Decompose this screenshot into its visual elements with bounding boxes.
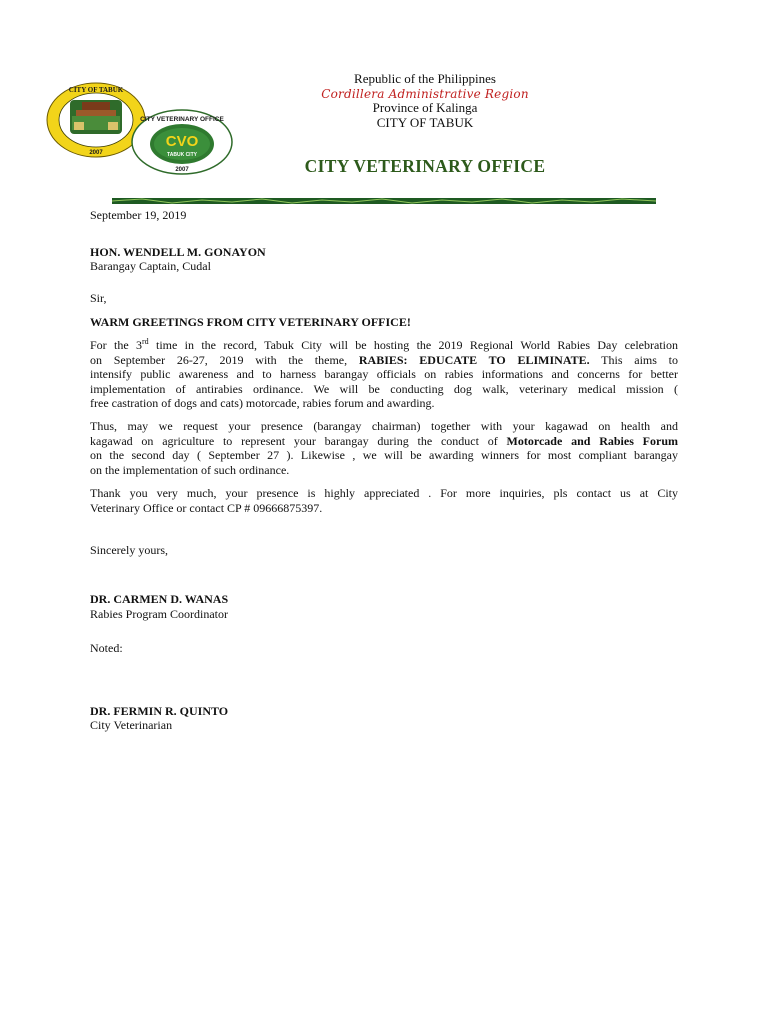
header-divider-band [112, 198, 656, 204]
paragraph-1-line-5: free castration of dogs and cats) motorcade, rabies forum and awarding. [90, 396, 435, 411]
paragraph-1 [90, 338, 678, 411]
signer-1-title: Rabies Program Coordinator [90, 606, 228, 621]
seal-vet-year: 2007 [175, 167, 189, 173]
letterhead-city: CITY OF TABUK [376, 114, 474, 130]
paragraph-2-line-3: on the second day ( September 27 ). Likewise , we will be awarding winners for most compliant barangay [90, 448, 678, 463]
office-title: CITY VETERINARY OFFICE [304, 156, 546, 176]
seal-vet-city: TABUK CITY [167, 152, 197, 158]
event-text: Motorcade and Rabies Forum [506, 433, 678, 448]
letterhead-region: Cordillera Administrative Region [321, 86, 529, 101]
paragraph-2-line-4: on the implementation of such ordinance. [90, 462, 290, 477]
paragraph-1-line-1: For the 3rd time in the record, Tabuk City will be hosting the 2019 Regional World Rabies Day celebration [90, 336, 678, 352]
noted-label: Noted: [90, 641, 123, 656]
paragraph-3-line-2: Veterinary Office or contact CP # 09666875397. [90, 500, 323, 515]
paragraph-1-line-2: on September 26-27, 2019 with the theme, RABIES: EDUCATE TO ELIMINATE. This aims to [90, 352, 678, 367]
paragraph-1-line-4: implementation of antirabies ordinance. We will be conducting dog walk, veterinary medical mission ( [90, 381, 678, 396]
letterhead-republic: Republic of the Philippines [354, 71, 496, 86]
seal-city-label: CITY OF TABUK [68, 86, 124, 94]
paragraph-3 [90, 486, 678, 515]
theme-text: RABIES: EDUCATE TO ELIMINATE. [358, 352, 590, 367]
seal-vet-mark: CVO [165, 133, 199, 150]
paragraph-2 [90, 419, 678, 477]
signer-2-name: DR. FERMIN R. QUINTO [90, 703, 229, 718]
letter-date: September 19, 2019 [90, 208, 187, 222]
paragraph-2-line-2: kagawad on agriculture to represent your barangay during the conduct of Motorcade and Rabies Forum [90, 433, 678, 448]
greeting: WARM GREETINGS FROM CITY VETERINARY OFFICE! [90, 315, 411, 330]
letterhead [270, 72, 580, 130]
letterhead-province: Province of Kalinga [372, 100, 478, 115]
recipient-title: Barangay Captain, Cudal [90, 259, 211, 274]
letter-body [90, 208, 678, 733]
paragraph-3-line-1: Thank you very much, your presence is highly appreciated . For more inquiries, pls contact us at City [90, 486, 678, 501]
signer-1-name: DR. CARMEN D. WANAS [90, 592, 229, 607]
salutation: Sir, [90, 290, 107, 305]
closing: Sincerely yours, [90, 542, 168, 557]
seal-vet-label: CITY VETERINARY OFFICE [140, 116, 224, 123]
seal-city-year: 2007 [89, 150, 103, 156]
paragraph-1-line-3: intensify public awareness and to harness barangay officials on rabies informations and concerns for better [90, 367, 678, 382]
paragraph-2-line-1: Thus, may we request your presence (barangay chairman) together with your kagawad on health and [90, 418, 678, 433]
signer-2-title: City Veterinarian [90, 718, 173, 733]
recipient-name: HON. WENDELL M. GONAYON [90, 244, 266, 259]
